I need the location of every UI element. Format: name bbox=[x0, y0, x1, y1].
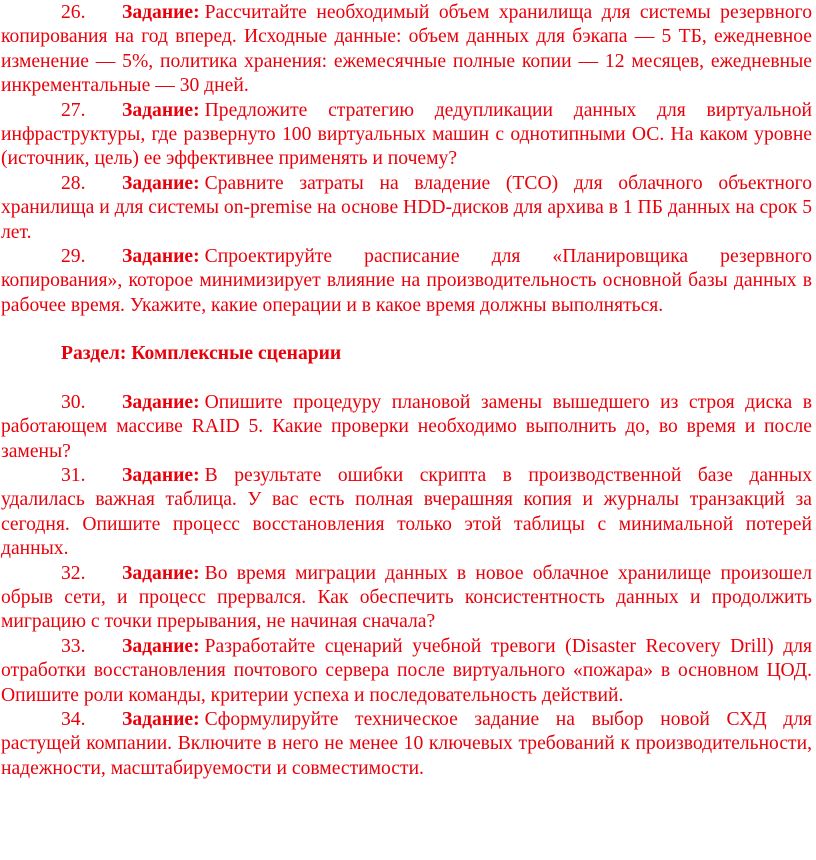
task-29 bbox=[1, 245, 812, 318]
task-text: Во время миграции данных в новое облачное хранилище произошел обрыв сети, и процесс прервался. Как обеспечить консистентность данных и продолжить миграцию с точки прерывания, не начиная сначала? bbox=[1, 562, 812, 633]
task-number: 34. bbox=[61, 708, 86, 730]
task-text: Сравните затраты на владение (TCO) для облачного объектного хранилища и для системы on-premise на основе HDD-дисков для архива в 1 ПБ данных на срок 5 лет. bbox=[1, 172, 812, 243]
task-label: Задание: bbox=[122, 562, 200, 584]
task-label: Задание: bbox=[122, 464, 200, 486]
task-number: 31. bbox=[61, 464, 86, 486]
task-text: Спроектируйте расписание для «Планировщика резервного копирования», которое минимизирует влияние на производительность основной базы данных в рабочее время. Укажите, какие операции и в какое время должны выполняться. bbox=[1, 246, 812, 316]
task-text: Рассчитайте необходимый объем хранилища для системы резервного копирования на год вперед. Исходные данные: объем данных для бэкапа — 5 ТБ, ежедневное изменение — 5%, политика хранения: ежемесячные полные копии — 12 месяцев, ежедневные инкрементальные — 30 дней. bbox=[1, 2, 812, 97]
spacer bbox=[1, 367, 812, 391]
task-33 bbox=[1, 635, 812, 708]
task-32 bbox=[1, 562, 812, 635]
task-text: В результате ошибки скрипта в производственной базе данных удалилась важная таблица. У вас есть полная вчерашняя копия и журналы транзакций за сегодня. Опишите процесс восстановления только этой таблицы с минимальной потерей данных. bbox=[1, 464, 812, 560]
spacer bbox=[1, 318, 812, 342]
task-number: 30. bbox=[61, 391, 86, 413]
task-label: Задание: bbox=[122, 2, 200, 23]
task-number: 32. bbox=[61, 562, 86, 584]
task-label: Задание: bbox=[122, 172, 200, 194]
section-heading: Раздел: Комплексные сценарии bbox=[61, 343, 342, 365]
task-text: Предложите стратегию дедупликации данных для виртуальной инфраструктуры, где развернуто 100 виртуальных машин с однотипными ОС. На каком уровне (источник, цель) ее эффективнее применять и почему? bbox=[1, 99, 812, 170]
task-number: 26. bbox=[61, 2, 86, 23]
task-34 bbox=[1, 708, 812, 781]
document-page bbox=[0, 1, 816, 860]
task-number: 33. bbox=[61, 635, 86, 657]
task-text: Разработайте сценарий учебной тревоги (Disaster Recovery Drill) для отработки восстановления почтового сервера после виртуального «пожара» в основном ЦОД. Опишите роли команды, критерии успеха и последовательность действий. bbox=[1, 635, 812, 706]
task-27 bbox=[1, 99, 812, 172]
task-text: Опишите процедуру плановой замены вышедшего из строя диска в работающем массиве RAID 5. Какие проверки необходимо выполнить до, во время и после замены? bbox=[1, 391, 812, 462]
task-30 bbox=[1, 391, 812, 464]
task-label: Задание: bbox=[122, 708, 200, 730]
task-28 bbox=[1, 172, 812, 245]
task-number: 29. bbox=[61, 246, 86, 268]
task-label: Задание: bbox=[122, 391, 200, 413]
task-label: Задание: bbox=[122, 635, 200, 657]
task-label: Задание: bbox=[122, 99, 200, 121]
task-label: Задание: bbox=[122, 246, 200, 268]
task-text: Сформулируйте техническое задание на выбор новой СХД для растущей компании. Включите в него не менее 10 ключевых требований к производительности, надежности, масштабируемости и совместимости. bbox=[1, 708, 812, 779]
task-31 bbox=[1, 464, 812, 562]
task-26 bbox=[1, 1, 812, 99]
task-number: 27. bbox=[61, 99, 86, 121]
task-number: 28. bbox=[61, 172, 86, 194]
